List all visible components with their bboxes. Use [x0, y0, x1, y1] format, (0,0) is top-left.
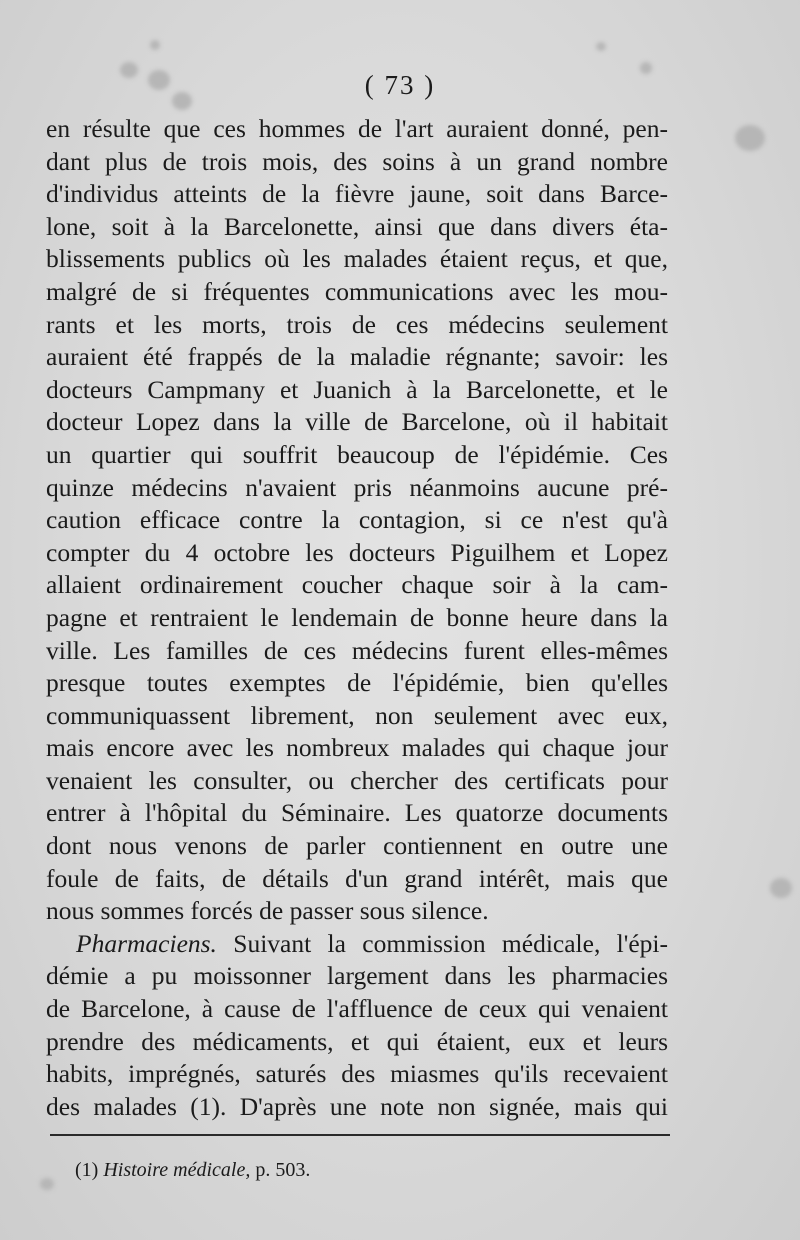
foxing-spot: [735, 125, 765, 151]
text-line: démie a pu moissonner largement dans les pharmacies: [46, 961, 668, 991]
section-heading: Pharmaciens.: [76, 928, 217, 958]
text-line: auraient été frappés de la maladie régnante; savoir: les: [46, 342, 668, 372]
text-line: un quartier qui souffrit beaucoup de l'épidémie. Ces: [46, 439, 668, 469]
text-line: dont nous venons de parler contiennent en outre une: [46, 831, 668, 861]
text-line: ville. Les familles de ces médecins furent elles-mêmes: [46, 635, 668, 665]
text-line: rants et les morts, trois de ces médecins seulement: [46, 309, 668, 339]
text-line: communiquassent librement, non seulement avec eux,: [46, 700, 668, 730]
text-line: nous sommes forcés de passer sous silence.: [46, 896, 489, 926]
text-line: de Barcelone, à cause de l'affluence de ceux qui venaient: [46, 994, 668, 1024]
text-line: compter du 4 octobre les docteurs Piguilhem et Lopez: [46, 537, 668, 567]
text-line: presque toutes exemptes de l'épidémie, bien qu'elles: [46, 668, 668, 698]
text-line: foule de faits, de détails d'un grand intérêt, mais que: [46, 863, 668, 893]
footnote-marker: (1): [75, 1159, 99, 1181]
foxing-spot: [40, 1178, 54, 1190]
text-line: blissements publics où les malades étaient reçus, et que,: [46, 244, 668, 274]
text-line: dant plus de trois mois, des soins à un grand nombre: [46, 146, 668, 176]
text-line: docteurs Campmany et Juanich à la Barcelonette, et le: [46, 374, 668, 404]
text-line: prendre des médicaments, et qui étaient, eux et leurs: [46, 1026, 668, 1056]
text-line: malgré de si fréquentes communications avec les mou-: [46, 276, 668, 306]
text-line: d'individus atteints de la fièvre jaune, soit dans Barce-: [46, 179, 668, 209]
text-line: mais encore avec les nombreux malades qui chaque jour: [46, 733, 668, 763]
text-line: lone, soit à la Barcelonette, ainsi que dans divers éta-: [46, 211, 668, 241]
text-line: allaient ordinairement coucher chaque soir à la cam-: [46, 570, 668, 600]
footnote-title: Histoire médicale,: [103, 1159, 251, 1181]
text-line-rest: Suivant la commission médicale, l'épi-: [216, 928, 668, 958]
text-line: des malades (1). D'après une note non signée, mais qui: [46, 1091, 668, 1121]
foxing-spot: [596, 42, 606, 51]
text-line: habits, imprégnés, saturés des miasmes qu'ils recevaient: [46, 1059, 668, 1089]
text-line: caution efficace contre la contagion, si ce n'est qu'à: [46, 505, 668, 535]
foxing-spot: [770, 878, 792, 898]
body-text: [46, 113, 668, 1123]
footnote-page-ref: p. 503.: [255, 1159, 311, 1181]
text-line: venaient les consulter, ou chercher des certificats pour: [46, 765, 668, 795]
page-number: ( 73 ): [364, 70, 436, 100]
footnote: [75, 1158, 310, 1182]
text-line: entrer à l'hôpital du Séminaire. Les quatorze documents: [46, 798, 668, 828]
foxing-spot: [150, 40, 160, 50]
text-line: pagne et rentraient le lendemain de bonne heure dans la: [46, 602, 668, 632]
text-line: docteur Lopez dans la ville de Barcelone, où il habitait: [46, 407, 668, 437]
text-line: quinze médecins n'avaient pris néanmoins aucune pré-: [46, 472, 668, 502]
footnote-rule: [50, 1134, 670, 1136]
text-line: en résulte que ces hommes de l'art auraient donné, pen-: [46, 114, 668, 143]
text-line: [46, 928, 668, 961]
